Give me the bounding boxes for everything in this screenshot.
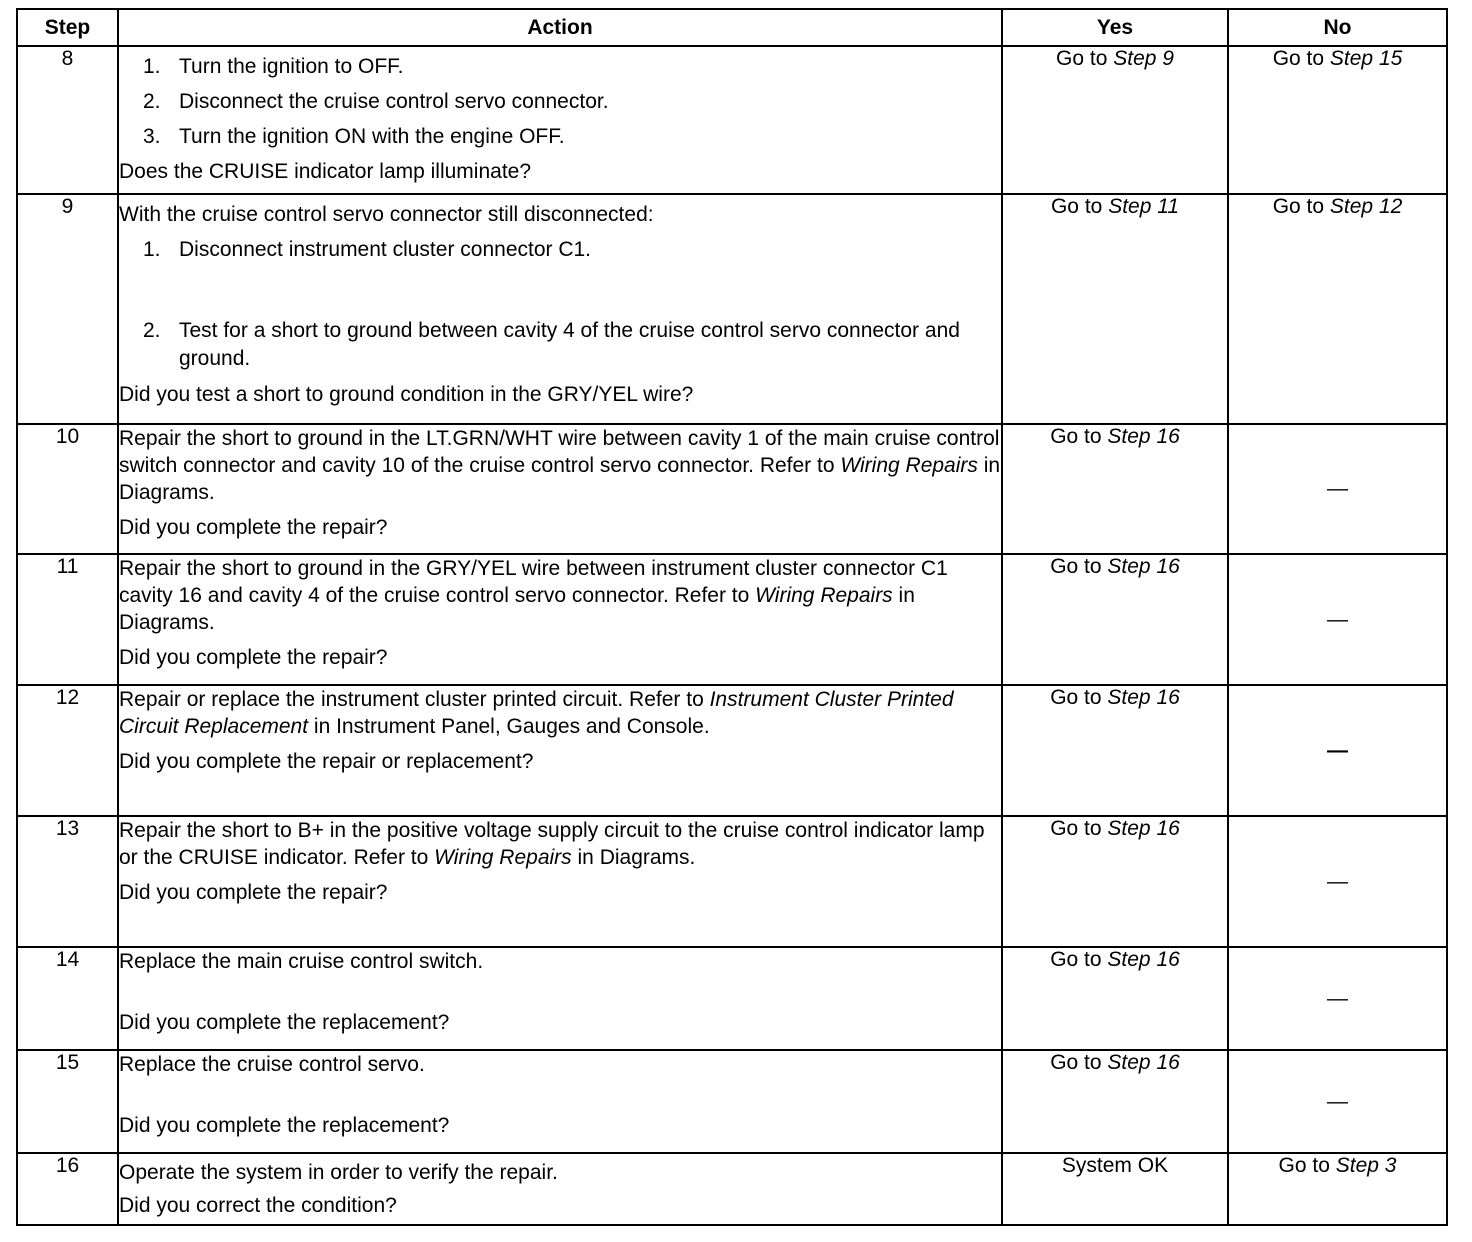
question: Did you complete the repair? (119, 516, 388, 539)
header-no: No (1228, 9, 1447, 46)
action-cell (118, 947, 1002, 1050)
table-row (17, 46, 1447, 194)
substep: 3. Turn the ignition ON with the engine OFF. (143, 125, 565, 148)
reference-link: Wiring Repairs (840, 454, 978, 477)
step-number: 8 (17, 46, 118, 194)
step-number: 15 (17, 1050, 118, 1153)
action-cell (118, 1153, 1002, 1225)
table-row (17, 554, 1447, 685)
step-number: 10 (17, 424, 118, 554)
yes-cell: Go to Step 9 (1002, 46, 1228, 194)
substep: 1. Disconnect instrument cluster connector C1. (143, 238, 592, 261)
question: Did you complete the replacement? (119, 1011, 450, 1034)
diagnostic-table (16, 8, 1448, 1226)
action-cell (118, 685, 1002, 816)
action-text: Repair the short to ground in the GRY/YEL wire between instrument cluster connector C1 cavity 16 and cavity 4 of the cruise control servo connector. Refer to Wiring Repairs in Diagrams. (119, 557, 948, 634)
yes-cell: Go to Step 16 (1002, 554, 1228, 685)
reference-link: Wiring Repairs (755, 584, 893, 607)
yes-cell: Go to Step 16 (1002, 1050, 1228, 1153)
header-yes: Yes (1002, 9, 1228, 46)
no-cell: — (1228, 554, 1447, 685)
header-step: Step (17, 9, 118, 46)
reference-link: Wiring Repairs (434, 846, 572, 869)
intro-text: With the cruise control servo connector still disconnected: (119, 203, 654, 226)
yes-cell: System OK (1002, 1153, 1228, 1225)
substep: 2. Test for a short to ground between cavity 4 of the cruise control servo connector and ground. (143, 319, 960, 370)
step-number: 9 (17, 194, 118, 424)
action-text: Operate the system in order to verify the repair. (119, 1161, 558, 1184)
step-number: 12 (17, 685, 118, 816)
no-cell: Go to Step 15 (1228, 46, 1447, 194)
action-text: Replace the main cruise control switch. (119, 950, 484, 973)
yes-cell: Go to Step 16 (1002, 685, 1228, 816)
substep: 1. Turn the ignition to OFF. (143, 55, 404, 78)
table-row (17, 685, 1447, 816)
action-cell (118, 1050, 1002, 1153)
yes-cell: Go to Step 16 (1002, 947, 1228, 1050)
yes-cell: Go to Step 16 (1002, 816, 1228, 947)
action-cell (118, 816, 1002, 947)
no-cell: — (1228, 947, 1447, 1050)
table-row (17, 1050, 1447, 1153)
header-row (17, 9, 1447, 46)
header-action: Action (118, 9, 1002, 46)
table-row (17, 1153, 1447, 1225)
no-cell: — (1228, 685, 1447, 816)
substep: 2. Disconnect the cruise control servo connector. (143, 90, 609, 113)
question: Did you complete the repair? (119, 881, 388, 904)
question: Did you complete the repair? (119, 646, 388, 669)
table-row (17, 424, 1447, 554)
action-text: Repair or replace the instrument cluster printed circuit. Refer to Instrument Cluster Printed Circuit Replacement in Instrument Panel, Gauges and Console. (119, 688, 954, 738)
no-cell: — (1228, 424, 1447, 554)
reference-link: Instrument Cluster Printed Circuit Replacement (119, 688, 954, 738)
table-row (17, 194, 1447, 424)
yes-cell: Go to Step 16 (1002, 424, 1228, 554)
action-cell (118, 194, 1002, 424)
question: Did you test a short to ground condition in the GRY/YEL wire? (119, 383, 694, 406)
action-cell (118, 424, 1002, 554)
no-cell: Go to Step 12 (1228, 194, 1447, 424)
question: Did you correct the condition? (119, 1194, 397, 1217)
action-text: Replace the cruise control servo. (119, 1053, 425, 1076)
question: Does the CRUISE indicator lamp illuminate? (119, 160, 532, 183)
action-cell (118, 554, 1002, 685)
action-text: Repair the short to B+ in the positive voltage supply circuit to the cruise control indicator lamp or the CRUISE indicator. Refer to Wiring Repairs in Diagrams. (119, 819, 985, 869)
table-row (17, 947, 1447, 1050)
yes-cell: Go to Step 11 (1002, 194, 1228, 424)
question: Did you complete the repair or replacement? (119, 750, 534, 773)
step-number: 16 (17, 1153, 118, 1225)
question: Did you complete the replacement? (119, 1114, 450, 1137)
step-number: 14 (17, 947, 118, 1050)
table-row (17, 816, 1447, 947)
action-text: Repair the short to ground in the LT.GRN/WHT wire between cavity 1 of the main cruise control switch connector and cavity 10 of the cruise control servo connector. Refer to Wiring Repairs in Diagrams. (119, 427, 1001, 504)
no-cell: Go to Step 3 (1228, 1153, 1447, 1225)
step-number: 11 (17, 554, 118, 685)
no-cell: — (1228, 1050, 1447, 1153)
no-cell: — (1228, 816, 1447, 947)
step-number: 13 (17, 816, 118, 947)
action-cell (118, 46, 1002, 194)
